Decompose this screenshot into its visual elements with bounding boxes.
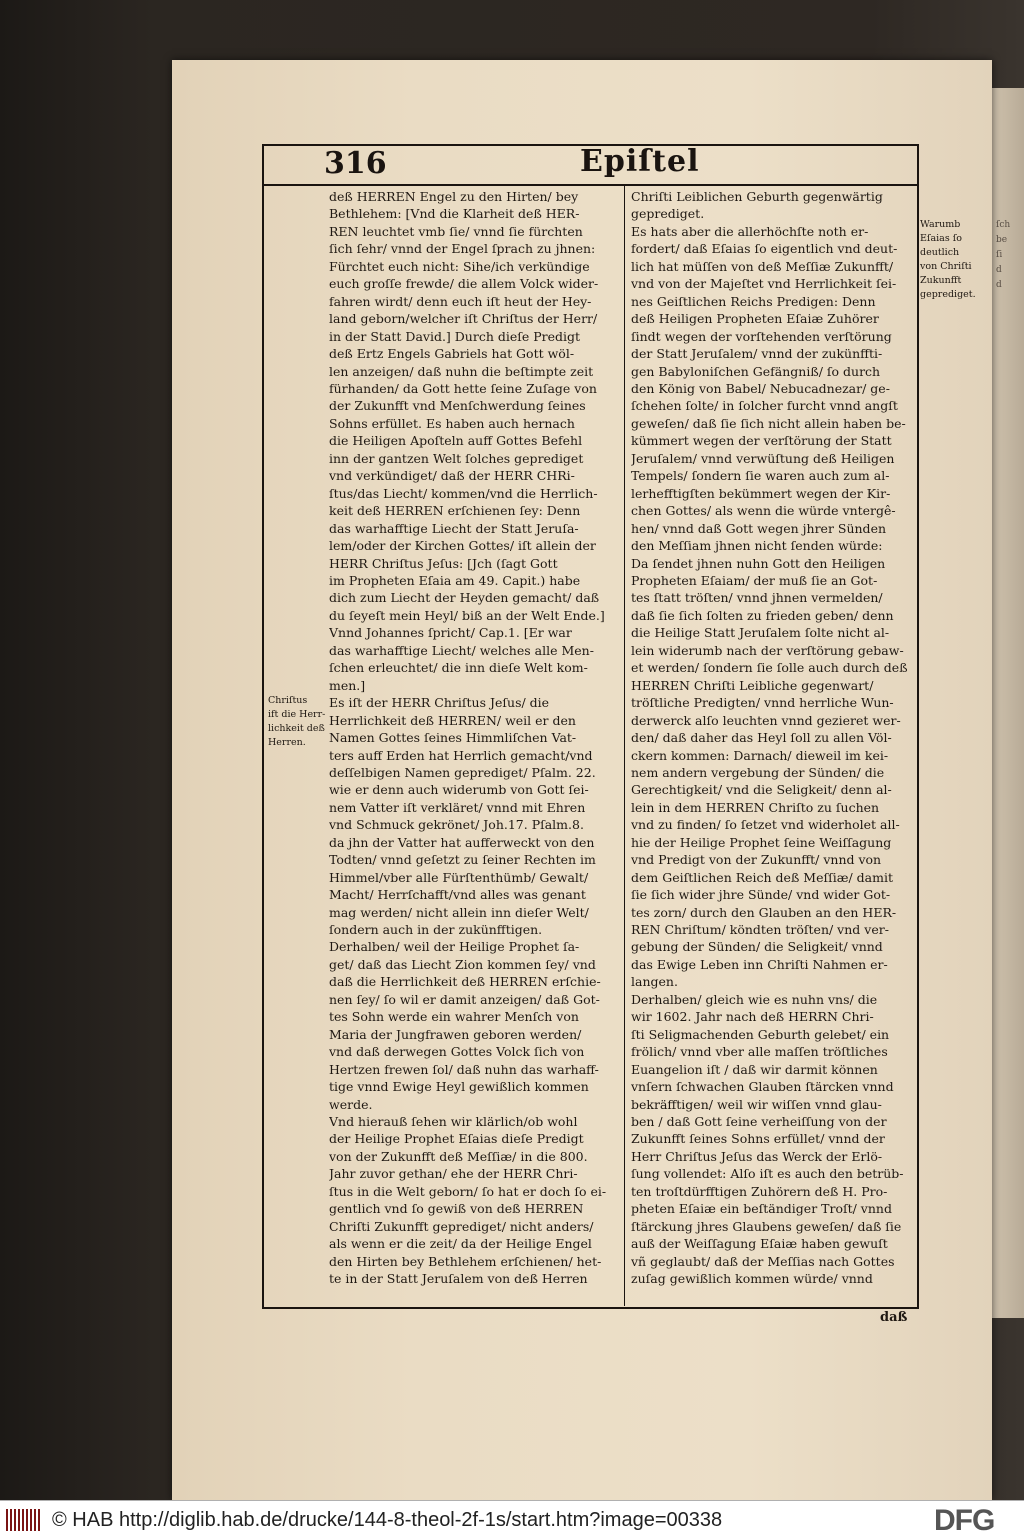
text-line: get/ daß das Liecht Zion kommen ſey/ vnd xyxy=(329,956,596,972)
text-line: Tempels/ ſondern ſie waren auch zum al- xyxy=(631,468,890,484)
text-line: bekräfftigen/ weil wir wiſſen vnnd glau- xyxy=(631,1096,882,1112)
text-line: ſie ſich wider jhre Sünde/ vnd wider Got- xyxy=(631,887,891,903)
text-line: ſti Seligmachenden Geburth gelebet/ ein xyxy=(631,1026,890,1042)
text-line: in der Statt David.] Durch dieſe Predigt xyxy=(329,328,581,344)
text-line: Jahr zuvor gethan/ ehe der HERR Chri- xyxy=(329,1166,578,1182)
text-line: nem Vatter iſt verkläret/ vnnd mit Ehren xyxy=(329,799,586,815)
text-line: vnd von der Majeſtet vnd Herrlichkeit ſei- xyxy=(631,276,897,292)
text-line: lich hat müſſen von deß Meſſiæ Zukunfft/ xyxy=(631,258,894,274)
text-line: deß Heiligen Propheten Eſaiæ Zuhörer xyxy=(631,311,879,327)
text-line: wie er denn auch widerumb von Gott ſei- xyxy=(329,782,589,798)
text-line: daß ſie ſich ſolten zu frieden geben/ denn xyxy=(631,607,894,623)
text-line: das warhafftige Liecht der Statt Jeruſa- xyxy=(329,520,579,536)
text-line: vnſern ſchwachen Glauben ſtärcken vnnd xyxy=(631,1079,894,1095)
text-line: vñ geglaubt/ daß der Meſſias nach Gottes xyxy=(631,1253,895,1269)
text-line: vnd Schmuck gekrönet/ Joh.17. Pſalm.8. xyxy=(329,817,584,833)
text-line: Euangelion iſt / daß wir darmit können xyxy=(631,1061,878,1077)
text-line: Vnnd Johannes ſpricht/ Cap.1. [Er war xyxy=(329,625,572,641)
text-line: gen Babyloniſchen Gefängniß/ ſo durch xyxy=(631,363,881,379)
text-line: nen ſey/ ſo wil er damit anzeigen/ daß Got- xyxy=(329,991,600,1007)
dfg-logo: DFG xyxy=(934,1504,995,1537)
text-line: ſindt wegen der vorſtehenden verſtörung xyxy=(631,328,892,344)
text-line: da jhn der Vatter hat aufferweckt von den xyxy=(329,834,595,850)
text-line: fürhanden/ da Gott hette ſeine Zuſage von xyxy=(329,380,597,396)
text-line: deß Ertz Engels Gabriels hat Gott wöl- xyxy=(329,346,575,362)
footer-bar xyxy=(0,1500,1024,1539)
left-text-column xyxy=(329,188,617,1294)
text-line: als wenn er die zeit/ da der Heilige Engel xyxy=(329,1236,592,1252)
text-line: lem/oder der Kirchen Gottes/ iſt allein der xyxy=(329,538,596,554)
text-line: dem Geiſtlichen Reich deß Meſſiæ/ damit xyxy=(631,869,893,885)
text-line: lein widerumb nach der verſtörung gebaw- xyxy=(631,642,904,658)
text-line: Sohns erfüllet. Es haben auch hernach xyxy=(329,415,575,431)
text-line: Herr Chriſtus Jeſus das Werck der Erlö- xyxy=(631,1148,883,1164)
text-line: Vnd hierauß ſehen wir klärlich/ob wohl xyxy=(329,1114,578,1130)
text-line: chen Gottes/ als wenn die würde vntergê- xyxy=(631,503,896,519)
text-line: fahren wirdt/ denn euch iſt heut der Hey- xyxy=(329,293,592,309)
text-line: von der Zukunfft deß Meſſiæ/ in die 800. xyxy=(329,1148,588,1164)
text-line: den König von Babel/ Nebucadnezar/ ge- xyxy=(631,380,890,396)
text-line: tes ſtatt tröſten/ vnnd jhnen vermelden/ xyxy=(631,590,883,606)
text-line: REN Chriſtum/ köndten tröſten/ vnd ver- xyxy=(631,922,889,938)
text-line: lein in dem HERREN Chriſto zu ſuchen xyxy=(631,799,880,815)
text-line: HERR Chriſtus Jeſus: [Jch (ſagt Gott xyxy=(329,555,558,571)
text-line: geweſen/ daß ſie ſich nicht allein haben be- xyxy=(631,415,906,431)
text-line: Maria der Jungfrawen geboren werden/ xyxy=(329,1026,582,1042)
text-line: Herrlichkeit deß HERREN/ weil er den xyxy=(329,712,576,728)
text-line: keit deß HERREN erſchienen ſey: Denn xyxy=(329,503,581,519)
text-line: pheten Eſaiæ ein beſtändiger Troſt/ vnnd xyxy=(631,1201,892,1217)
text-line: Chriſti Zukunfft geprediget/ nicht anders/ xyxy=(329,1218,594,1234)
text-line: kümmert wegen der verſtörung der Statt xyxy=(631,433,892,449)
text-line: die Heiligen Apoſteln auff Gottes Befehl xyxy=(329,433,583,449)
text-line: im Propheten Eſaia am 49. Capit.) habe xyxy=(329,572,581,588)
text-line: REN leuchtet vmb ſie/ vnnd ſie fürchten xyxy=(329,223,583,239)
text-line: ſtus in die Welt geborn/ ſo hat er doch ſo ei- xyxy=(329,1183,607,1199)
next-page-edge xyxy=(992,88,1024,1318)
text-line: zuſag gewißlich kommen würde/ vnnd xyxy=(631,1271,873,1287)
text-line: frölich/ vnnd vber alle maſſen tröſtliches xyxy=(631,1044,888,1060)
text-line: len anzeigen/ daß nuhn die beſtimpte zeit xyxy=(329,363,594,379)
text-line: ckern kommen: Darnach/ dieweil im kei- xyxy=(631,747,889,763)
text-line: Fürchtet euch nicht: Sihe/ich verkündige xyxy=(329,258,590,274)
text-line: tes Sohn werde ein wahrer Menſch von xyxy=(329,1009,579,1025)
text-line: ſung vollendet: Alſo iſt es auch den betrüb- xyxy=(631,1166,904,1182)
text-line: den Hirten bey Bethlehem erſchienen/ het- xyxy=(329,1253,602,1269)
text-line: Gerechtigkeit/ vnd die Seligkeit/ denn al- xyxy=(631,782,892,798)
text-line: tröſtliche Predigten/ vnnd herrliche Wun- xyxy=(631,695,894,711)
text-line: Hertzen frewen ſol/ daß nuhn das warhaff- xyxy=(329,1061,599,1077)
footer-copyright-link[interactable]: © HAB http://diglib.hab.de/drucke/144-8-theol-2f-1s/start.htm?image=00338 xyxy=(52,1509,723,1531)
text-line: geprediget. xyxy=(631,206,705,222)
text-line: Chriſti Leiblichen Geburth gegenwärtig xyxy=(631,189,883,204)
text-line: Jeruſalem/ vnnd verwüſtung deß Heiligen xyxy=(631,450,895,466)
text-line: Todten/ vnnd geſetzt zu ſeiner Rechten im xyxy=(329,852,596,868)
text-line: das Ewige Leben inn Chriſti Nahmen er- xyxy=(631,956,888,972)
text-line: Himmel/vber alle Fürſtenthümb/ Gewalt/ xyxy=(329,869,589,885)
text-line: das warhafftige Liecht/ welches alle Men- xyxy=(329,642,594,658)
text-line: dich zum Liecht der Heyden gemacht/ daß xyxy=(329,590,600,606)
text-line: vnd verkündiget/ daß der HERR CHRi- xyxy=(329,468,575,484)
text-line: et werden/ ſondern ſie ſolle auch durch deß xyxy=(631,660,908,676)
text-line: tes zorn/ durch den Glauben an den HER- xyxy=(631,904,897,920)
next-page-fragment: ſch be ſi d d xyxy=(996,220,1011,290)
text-line: auß der Weiſſagung Eſaiæ haben gewuſt xyxy=(631,1236,888,1252)
text-line: Es iſt der HERR Chriſtus Jeſus/ die xyxy=(329,695,550,711)
text-line: HERREN Chriſti Leibliche gegenwart/ xyxy=(631,677,874,693)
margin-note-left: Chriſtus ift die Herr- lichkeit deß Herren. xyxy=(268,695,326,748)
text-line: gentlich vnd ſo gewiß von deß HERREN xyxy=(329,1201,584,1217)
text-line: vnd daß derwegen Gottes Volck ſich von xyxy=(329,1044,585,1060)
text-line: ſondern auch in der zukünfftigen. xyxy=(329,922,543,938)
text-line: te in der Statt Jeruſalem von deß Herren xyxy=(329,1271,588,1287)
text-line: den/ daß daher das Heyl ſoll zu allen Völ- xyxy=(631,730,892,746)
text-line: fordert/ daß Eſaias ſo eigentlich vnd deut- xyxy=(631,241,898,257)
text-line: der Heilige Prophet Eſaias dieſe Predigt xyxy=(329,1131,584,1147)
text-line: wir 1602. Jahr nach deß HERRN Chri- xyxy=(631,1009,874,1025)
text-line: daß die Herrlichkeit deß HERREN erſchie- xyxy=(329,974,601,990)
text-line: vnd zu finden/ ſo ſetzet vnd widerholet all- xyxy=(631,817,900,833)
text-line: ben / daß Gott ſeine verheiſſung von der xyxy=(631,1114,887,1130)
text-line: der Zukunfft vnd Menſchwerdung ſeines xyxy=(329,398,586,414)
text-line: men.] xyxy=(329,677,366,693)
text-line: langen. xyxy=(631,974,678,990)
right-text-column xyxy=(631,188,919,1294)
column-divider xyxy=(624,184,625,1306)
text-line: ſchehen ſolte/ in ſolcher furcht vnnd angſt xyxy=(631,398,898,414)
text-line: Derhalben/ gleich wie es nuhn vns/ die xyxy=(631,991,878,1007)
text-line: der Statt Jeruſalem/ vnnd der zukünffti- xyxy=(631,346,883,362)
text-line: ters auff Erden hat Herrlich gemacht/vnd xyxy=(329,747,593,763)
text-line: den Meſſiam jhnen nicht ſenden würde: xyxy=(631,538,883,554)
text-line: land geborn/welcher iſt Chriſtus der Herr/ xyxy=(329,311,598,327)
text-line: tige vnnd Ewige Heyl gewißlich kommen xyxy=(329,1079,589,1095)
text-line: Macht/ Herrſchafft/vnd alles was genant xyxy=(329,887,586,903)
barcode-icon xyxy=(6,1509,40,1531)
text-line: derwerck alſo leuchten vnnd gezieret wer- xyxy=(631,712,901,728)
text-line: lerhefftigſten bekümmert wegen der Kir- xyxy=(631,485,891,501)
text-line: mag werden/ nicht allein inn dieſer Welt/ xyxy=(329,904,589,920)
text-line: Da ſendet jhnen nuhn Gott den Heiligen xyxy=(631,555,886,571)
text-line: Es hats aber die allerhöchſte noth er- xyxy=(631,223,869,239)
text-line: Bethlehem: [Vnd die Klarheit deß HER- xyxy=(329,206,580,222)
margin-note-right: Warumb Eſaias ſo deutlich von Chriſti Zukunfft geprediget. xyxy=(920,219,976,300)
text-line: werde. xyxy=(329,1096,373,1112)
running-head: Epiſtel xyxy=(580,144,700,179)
page-number: 316 xyxy=(324,146,387,181)
text-line: du ſeyeſt mein Heyl/ biß an der Welt Ende.] xyxy=(329,607,605,623)
text-line: euch groſſe frewde/ die allem Volck wider- xyxy=(329,276,599,292)
text-line: hie der Heilige Prophet ſeine Weiſſagung xyxy=(631,834,892,850)
text-line: hen/ vnnd daß Gott wegen jhrer Sünden xyxy=(631,520,887,536)
text-line: deß HERREN Engel zu den Hirten/ bey xyxy=(329,189,579,204)
text-line: Propheten Eſaiam/ der muß ſie an Got- xyxy=(631,572,878,588)
text-line: vnd Predigt von der Zukunfft/ vnnd von xyxy=(631,852,882,868)
text-line: ſich ſehr/ vnnd der Engel ſprach zu jhnen: xyxy=(329,241,596,257)
text-line: ſtus/das Liecht/ kommen/vnd die Herrlich- xyxy=(329,485,598,501)
text-line: gebung der Sünden/ die Seligkeit/ vnnd xyxy=(631,939,883,955)
header-rule xyxy=(262,184,917,186)
text-line: deſſelbigen Namen geprediget/ Pſalm. 22. xyxy=(329,764,596,780)
text-line: Namen Gottes ſeines Himmliſchen Vat- xyxy=(329,730,577,746)
text-line: die Heilige Statt Jeruſalem ſolte nicht al- xyxy=(631,625,890,641)
text-line: Derhalben/ weil der Heilige Prophet ſa- xyxy=(329,939,580,955)
text-line: nes Geiſtlichen Reichs Predigen: Denn xyxy=(631,293,876,309)
text-line: Zukunfft ſeines Sohns erfüllet/ vnnd der xyxy=(631,1131,885,1147)
text-line: ſchen erleuchtet/ die inn dieſe Welt kom- xyxy=(329,660,588,676)
catchword: daß xyxy=(880,1310,908,1325)
text-line: nem andern vergebung der Sünden/ die xyxy=(631,764,885,780)
text-line: ten troſtdürfftigen Zuhörern deß H. Pro- xyxy=(631,1183,888,1199)
text-line: inn der gantzen Welt ſolches geprediget xyxy=(329,450,584,466)
text-line: ſtärckung jhres Glaubens geweſen/ daß ſie xyxy=(631,1218,902,1234)
